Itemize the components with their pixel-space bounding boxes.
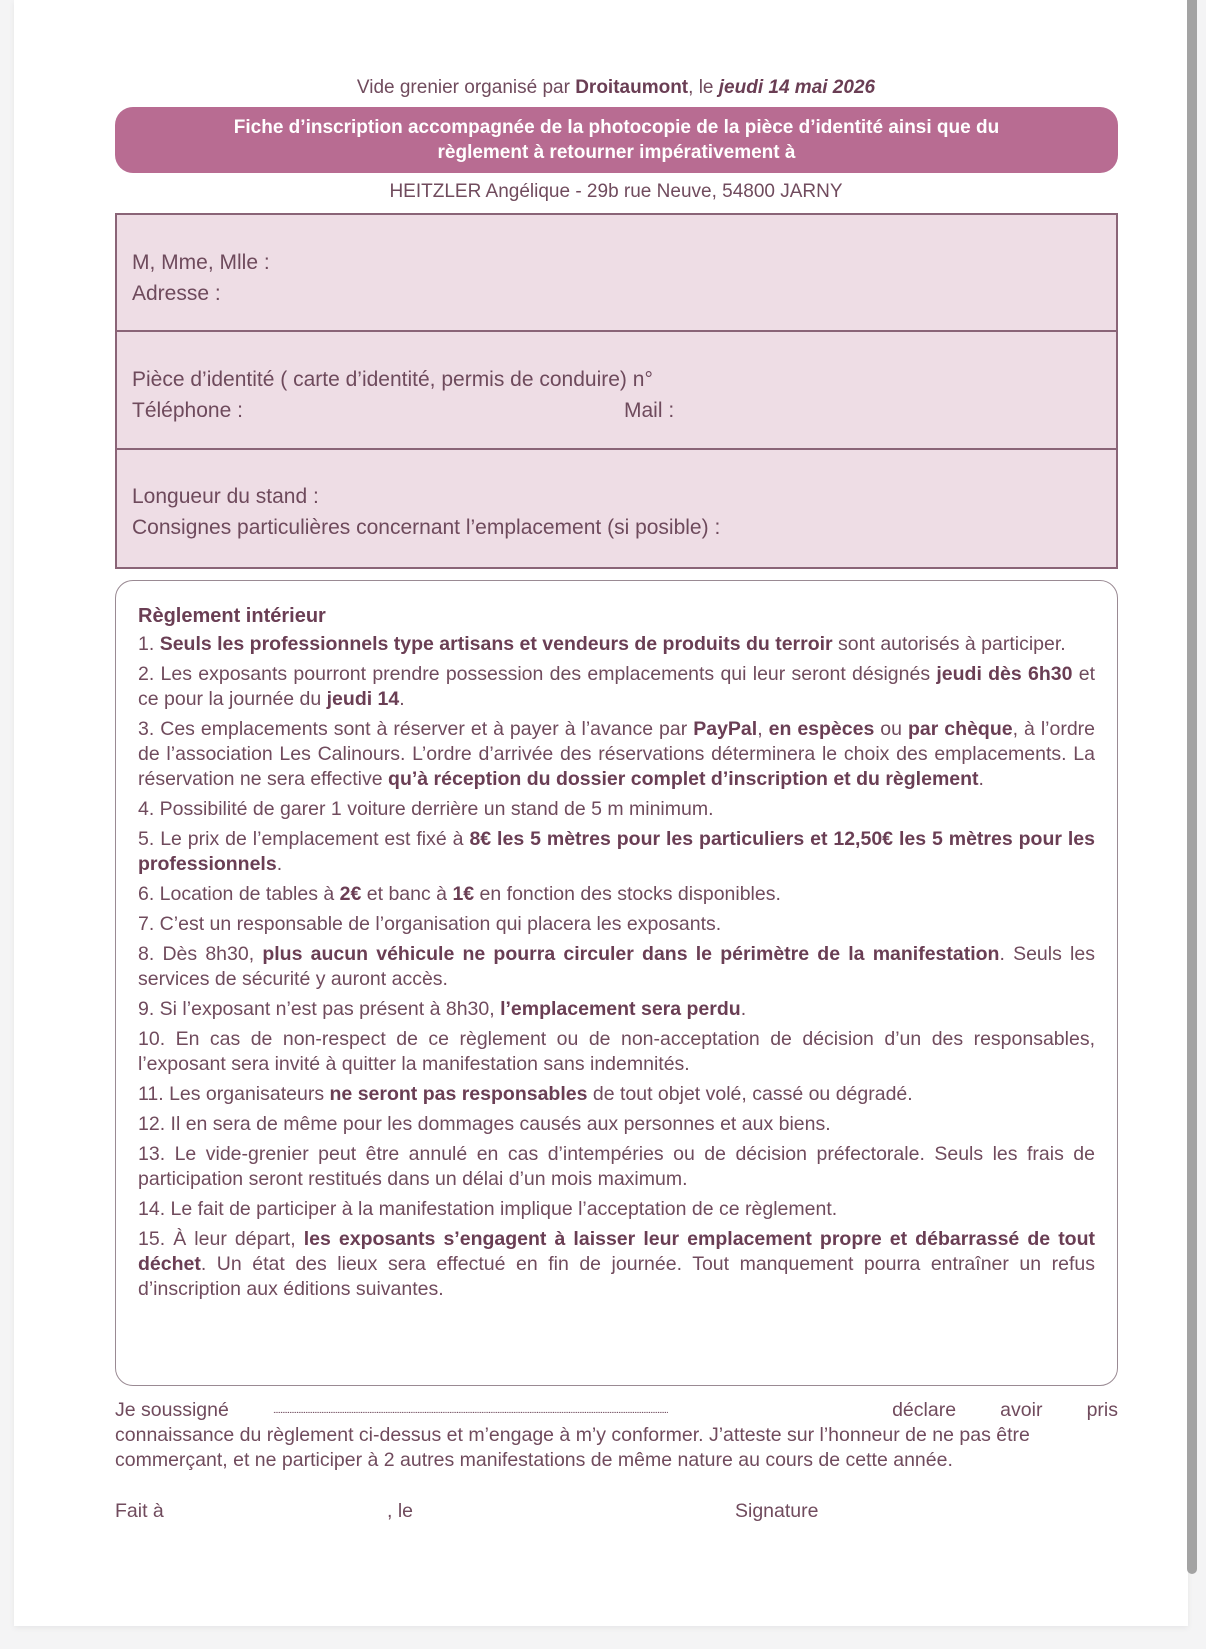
rule-item: [138, 717, 1095, 792]
rule-text: .: [740, 998, 747, 1020]
rules-list: [138, 632, 1095, 1302]
declaration-word-2: avoir: [1000, 1399, 1043, 1421]
rule-text: .: [978, 768, 984, 790]
registration-form: [115, 213, 1118, 569]
rule-text: .: [276, 853, 283, 875]
event-header: [114, 77, 1118, 99]
rules-title: Règlement intérieur: [138, 605, 326, 627]
name-blank-line[interactable]: ..............................................................................................................................................................................................................................: [272, 1405, 668, 1416]
signature-label[interactable]: Signature: [735, 1500, 819, 1522]
rule-item: [138, 882, 1095, 907]
rule-emphasis: jeudi 14: [326, 688, 400, 710]
rule-text: 7. C’est un responsable de l’organisation qui placera les exposants.: [138, 913, 722, 935]
rule-text: 3. Ces emplacements sont à réserver et à payer à l’avance par: [138, 718, 694, 740]
signature-row: [115, 1500, 1118, 1528]
rule-text: .: [399, 688, 405, 710]
rule-emphasis: les exposants s’engagent à laisser leur emplacement propre et débarrassé de tout déchet: [138, 1228, 1096, 1275]
rule-emphasis: Seuls les professionnels type artisans et vendeurs de produits du terroir: [159, 633, 833, 655]
rule-item: [138, 1142, 1095, 1192]
rule-text: 11. Les organisateurs: [138, 1083, 330, 1105]
header-prefix: Vide grenier organisé par: [356, 77, 576, 98]
rule-text: et banc à: [361, 883, 453, 905]
rule-item: [138, 632, 1095, 657]
declaration: [115, 1398, 1118, 1473]
form-section-identity: [117, 215, 1116, 332]
rule-item: [138, 1027, 1095, 1077]
rule-text: 5. Le prix de l’emplacement est fixé à: [138, 828, 470, 850]
rule-text: de tout objet volé, cassé ou dégradé.: [587, 1083, 913, 1105]
rule-emphasis: qu’à réception du dossier complet d’inscription et du règlement: [388, 768, 979, 790]
banner-line-1: Fiche d’inscription accompagnée de la photocopie de la pièce d’identité ainsi que du: [233, 117, 1000, 138]
rule-text: 6. Location de tables à: [138, 883, 340, 905]
form-section-contact: [117, 332, 1116, 450]
rule-emphasis: 8€ les 5 mètres pour les particuliers et 12,50€ les 5 mètres pour les professionnels: [138, 828, 1095, 875]
rule-text: 12. Il en sera de même pour les dommages causés aux personnes et aux biens.: [138, 1113, 831, 1135]
place-label[interactable]: Fait à: [115, 1500, 164, 1522]
rule-item: [138, 1197, 1095, 1222]
rule-text: et ce pour la journée du: [138, 663, 1096, 710]
rule-emphasis: plus aucun véhicule ne pourra circuler dans le périmètre de la manifestation: [262, 943, 1000, 965]
rule-item: [138, 662, 1095, 712]
banner-line-2: règlement à retourner impérativement à: [437, 142, 796, 163]
rule-emphasis: 2€: [339, 883, 362, 905]
rule-text: ou: [874, 718, 908, 740]
rule-emphasis: 1€: [452, 883, 475, 905]
rule-item: [138, 997, 1095, 1022]
mail-field[interactable]: Mail :: [624, 399, 675, 422]
rule-text: 8. Dès 8h30,: [138, 943, 263, 965]
rule-item: [138, 1112, 1095, 1137]
rule-text: 14. Le fait de participer à la manifestation implique l’acceptation de ce règlement.: [138, 1198, 838, 1220]
stand-length-field[interactable]: Longueur du stand :: [132, 485, 319, 508]
declaration-word-3: pris: [1086, 1399, 1118, 1421]
declaration-text: connaissance du règlement ci-dessus et m’engage à m’y conformer. J’atteste sur l’honneur de ne pas être commerçant, et ne participer à 2 autres manifestations de même nature au cours de cette année.: [115, 1424, 1030, 1471]
rule-emphasis: ne seront pas responsables: [329, 1083, 588, 1105]
date-label[interactable]: , le: [387, 1500, 414, 1522]
declaration-word-1: déclare: [892, 1399, 957, 1421]
rule-text: , à l’ordre de l’association Les Calinours. L’ordre d’arrivée des réservations déterminera le choix des emplacements. La réservation ne sera effective: [138, 718, 1096, 790]
event-date: jeudi 14 mai 2026: [718, 77, 876, 98]
form-section-stand: [117, 450, 1116, 567]
civility-field[interactable]: M, Mme, Mlle :: [132, 251, 270, 274]
rule-emphasis: PayPal: [693, 718, 758, 740]
scrollbar[interactable]: [1187, 0, 1197, 1574]
rule-item: [138, 1082, 1095, 1107]
rule-text: 15. À leur départ,: [138, 1228, 304, 1250]
header-middle: , le: [688, 77, 719, 98]
rule-text: . Seuls les services de sécurité y auront accès.: [138, 943, 1095, 990]
rule-emphasis: l’emplacement sera perdu: [500, 998, 741, 1020]
registration-banner: [115, 107, 1118, 173]
organizer-name: Droitaumont: [575, 77, 689, 98]
rule-item: [138, 797, 1095, 822]
document-page: [14, 0, 1188, 1626]
rule-item: [138, 912, 1095, 937]
rule-text: 13. Le vide-grenier peut être annulé en cas d’intempéries ou de décision préfectorale. Seuls les frais de participation seront restitués dans un délai d’un mois maximum.: [138, 1143, 1095, 1190]
rule-emphasis: en espèces: [768, 718, 875, 740]
rule-text: 1.: [138, 633, 160, 655]
rule-emphasis: par chèque: [907, 718, 1013, 740]
rule-item: [138, 827, 1095, 877]
rule-text: . Un état des lieux sera effectué en fin de journée. Tout manquement pourra entraîner un refus d’inscription aux éditions suivantes.: [138, 1253, 1095, 1300]
rule-text: en fonction des stocks disponibles.: [474, 883, 781, 905]
placement-instructions-field[interactable]: Consignes particulières concernant l’emplacement (si posible) :: [132, 516, 721, 539]
rules-section: [115, 580, 1118, 1386]
declaration-start: Je soussigné: [115, 1399, 229, 1421]
rule-item: [138, 942, 1095, 992]
rule-text: sont autorisés à participer.: [832, 633, 1066, 655]
rule-emphasis: jeudi dès 6h30: [936, 663, 1073, 685]
rule-text: 10. En cas de non-respect de ce règlement ou de non-acceptation de décision d’un des responsables, l’exposant sera invité à quitter la manifestation sans indemnités.: [138, 1028, 1095, 1075]
rule-text: 9. Si l’exposant n’est pas présent à 8h30,: [138, 998, 501, 1020]
address-field[interactable]: Adresse :: [132, 282, 221, 305]
phone-field[interactable]: Téléphone :: [132, 399, 243, 422]
id-number-field[interactable]: Pièce d’identité ( carte d’identité, permis de conduire) n°: [132, 368, 653, 391]
rule-text: 4. Possibilité de garer 1 voiture derrière un stand de 5 m minimum.: [138, 798, 714, 820]
return-address: HEITZLER Angélique - 29b rue Neuve, 54800 JARNY: [389, 181, 843, 202]
rule-item: [138, 1227, 1095, 1302]
rule-text: 2. Les exposants pourront prendre possession des emplacements qui leur seront désignés: [138, 663, 937, 685]
rule-text: ,: [757, 718, 769, 740]
